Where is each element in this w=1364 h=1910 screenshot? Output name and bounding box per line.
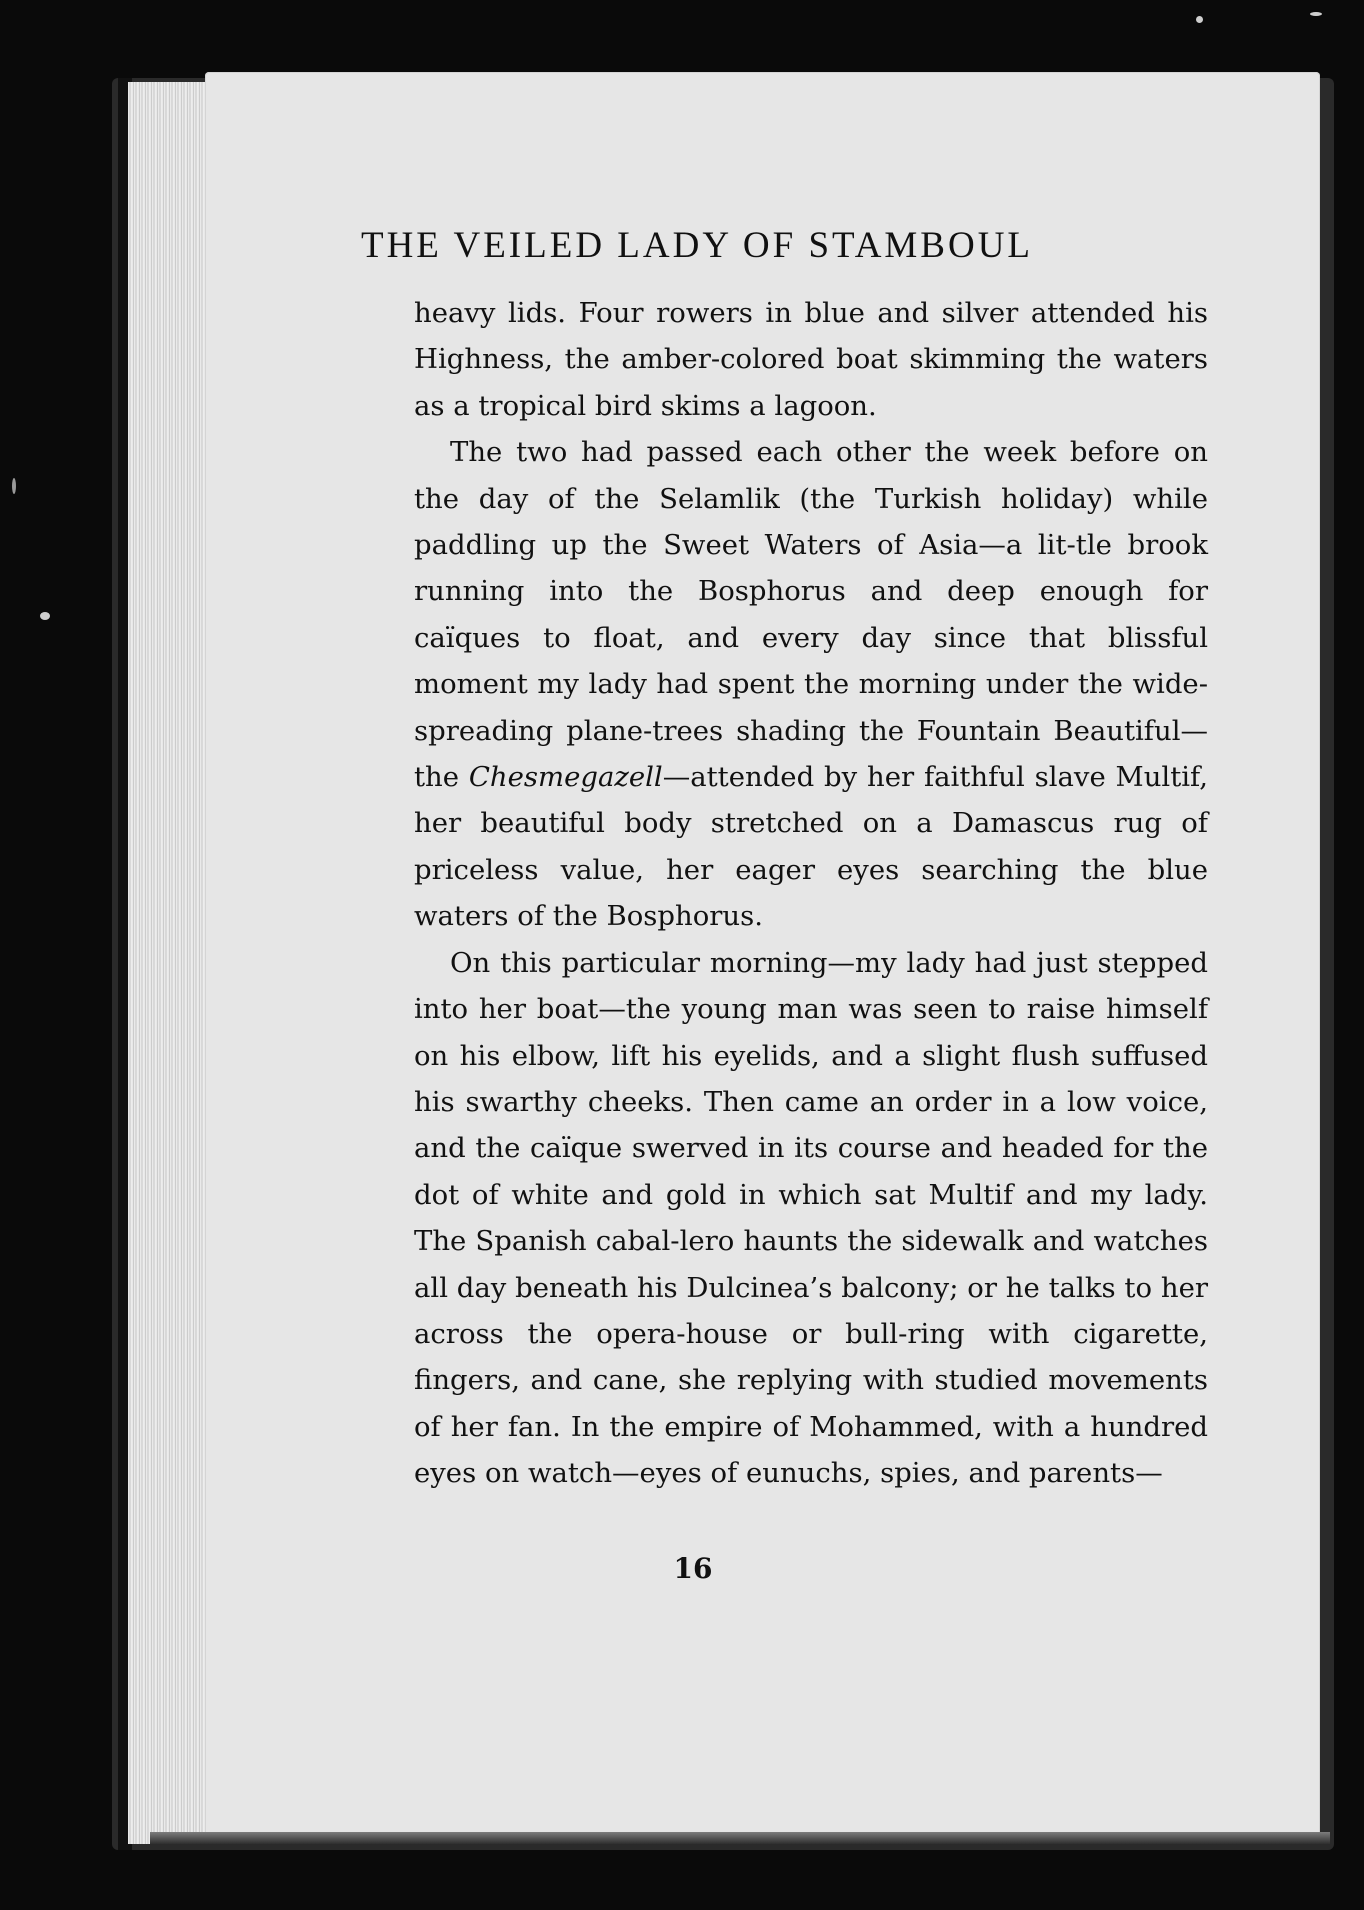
- paragraph-text: The two had passed each other the week before on the day of the Selamlik (the Turkish holiday) while paddling up the Sweet Waters of Asia—a lit-tle brook running into the Bosphorus and deep enough for caïques to float, and every day since that blissful moment my lady had spent the morning under the wide-spreading plane-trees shading the Fountain Beautiful—the: [414, 436, 1208, 794]
- body-text: [414, 290, 1208, 1497]
- paragraph: [414, 429, 1208, 939]
- dust-speck: [12, 478, 16, 494]
- page-number: 16: [673, 1552, 713, 1585]
- italic-text: Chesmegazell: [468, 761, 663, 794]
- paragraph: [414, 290, 1208, 429]
- paragraph-text: heavy lids. Four rowers in blue and silver attended his Highness, the amber-colored boat skimming the waters as a tropical bird skims a lagoon.: [414, 297, 1208, 422]
- page-bottom-shadow: [150, 1832, 1330, 1844]
- dust-speck: [1310, 12, 1322, 16]
- dust-speck: [40, 612, 50, 620]
- running-head: THE VEILED LADY OF STAMBOUL: [360, 225, 1034, 266]
- paragraph: [414, 940, 1208, 1497]
- paragraph-text: —attended by her faithful slave Multif, her beautiful body stretched on a Damascus rug of priceless value, her eager eyes searching the blue waters of the Bosphorus.: [414, 761, 1208, 933]
- dust-speck: [1196, 16, 1203, 23]
- paragraph-text: On this particular morning—my lady had just stepped into her boat—the young man was seen to raise himself on his elbow, lift his eyelids, and a slight flush suffused his swarthy cheeks. Then came an order in a low voice, and the caïque swerved in its course and headed for the dot of white and gold in which sat Multif and my lady. The Spanish cabal-lero haunts the sidewalk and watches all day beneath his Dulcinea’s balcony; or he talks to her across the opera-house or bull-ring with cigarette, fingers, and cane, she replying with studied movements of her fan. In the empire of Mohammed, with a hundred eyes on watch—eyes of eunuchs, spies, and parents—: [414, 946, 1208, 1490]
